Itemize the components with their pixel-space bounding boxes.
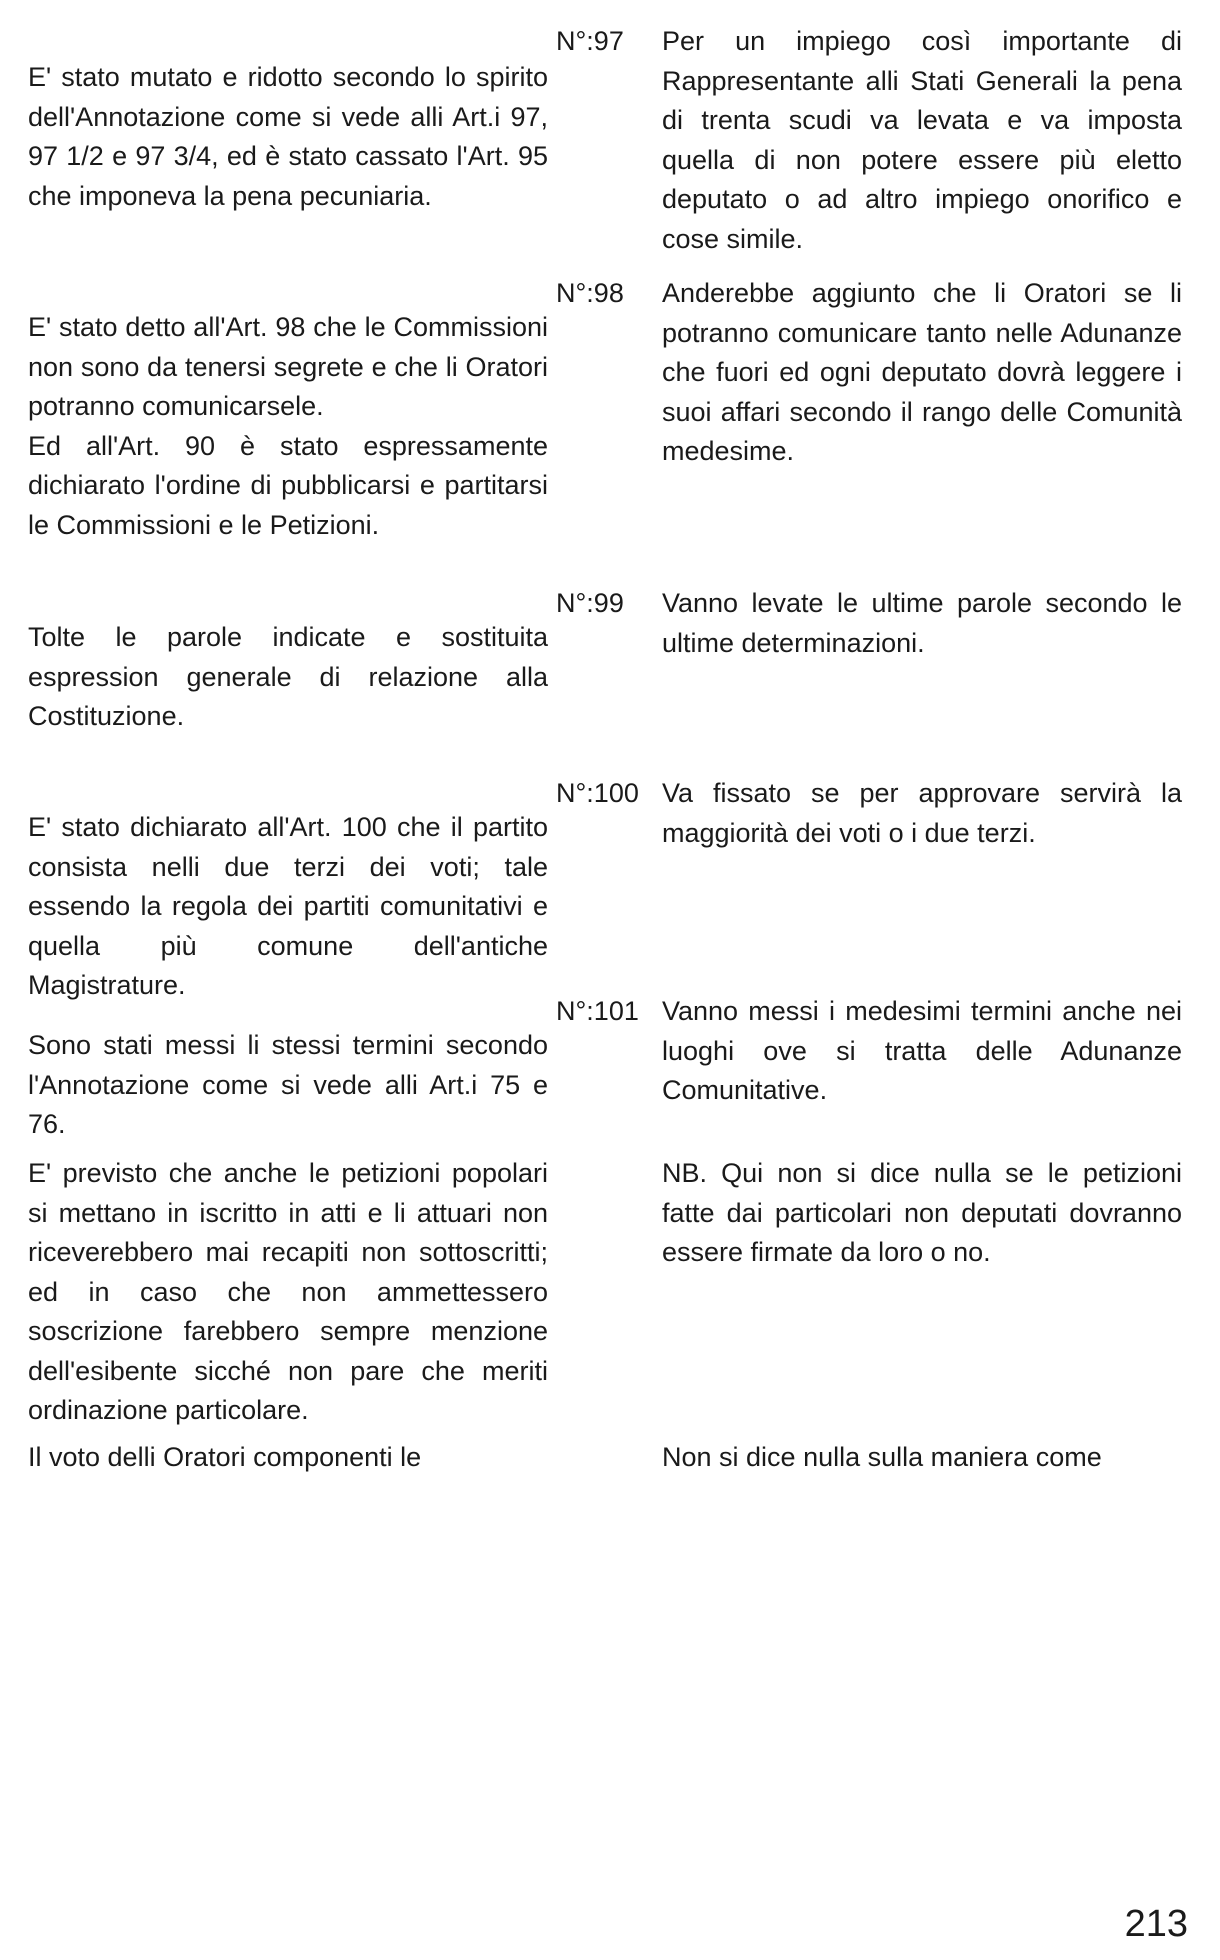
entry-number: N°:101 (556, 996, 639, 1026)
entry-number: N°:100 (556, 778, 639, 808)
annotation-text: Non si dice nulla sulla maniera come (662, 1442, 1102, 1472)
annotation-text: NB. Qui non si dice nulla se le petizioni fatte dai particolari non deputati dovranno essere firmate da loro o no. (662, 1158, 1182, 1267)
response-text: Il voto delli Oratori componenti le (28, 1442, 422, 1472)
annotation-text: Vanno levate le ultime parole secondo le ultime determinazioni. (662, 588, 1182, 658)
entry-number: N°:98 (556, 278, 624, 308)
response-text: Sono stati messi li stessi termini secondo l'Annotazione come si vede alli Art.i 75 e 76. (28, 1030, 548, 1139)
annotation-text: Anderebbe aggiunto che li Oratori se li potranno comunicare tanto nelle Adunanze che fuori ed ogni deputato dovrà leggere i suoi affari secondo il rango delle Comunità medesime. (662, 278, 1182, 466)
annotation-text: Vanno messi i medesimi termini anche nei luoghi ove si tratta delle Adunanze Comunitative. (662, 996, 1182, 1105)
response-text: E' stato detto all'Art. 98 che le Commissioni non sono da tenersi segrete e che li Oratori potranno comunicarsele. Ed all'Art. 90 è stato espressamente dichiarato l'ordine di pubblicarsi e partitarsi le Commissioni e le Petizioni. (28, 312, 548, 540)
entry-number: N°:97 (556, 26, 624, 56)
response-text: E' stato mutato e ridotto secondo lo spirito dell'Annotazione come si vede alli Art.i 97, 97 1/2 e 97 3/4, ed è stato cassato l'Art. 95 che imponeva la pena pecuniaria. (28, 62, 548, 211)
annotation-text: Va fissato se per approvare servirà la maggiorità dei voti o i due terzi. (662, 778, 1182, 848)
annotation-text: Per un impiego così importante di Rappresentante alli Stati Generali la pena di trenta scudi va levata e va imposta quella di non potere essere più eletto deputato o ad altro impiego onorifico e cose simile. (662, 26, 1182, 254)
response-text: E' previsto che anche le petizioni popolari si mettano in iscritto in atti e li attuari non riceverebbero mai recapiti non sottoscritti; ed in caso che non ammettessero soscrizione farebbero sempre menzione dell'esibente sicché non pare che meriti ordinazione particolare. (28, 1158, 548, 1425)
response-text: E' stato dichiarato all'Art. 100 che il partito consista nelli due terzi dei voti; tale essendo la regola dei partiti comunitativi e quella più comune dell'antiche Magistrature. (28, 812, 548, 1000)
entry-number: N°:99 (556, 588, 624, 618)
response-text: Tolte le parole indicate e sostituita espression generale di relazione alla Costituzione. (28, 622, 548, 731)
page-number: 213 (1124, 1903, 1188, 1945)
